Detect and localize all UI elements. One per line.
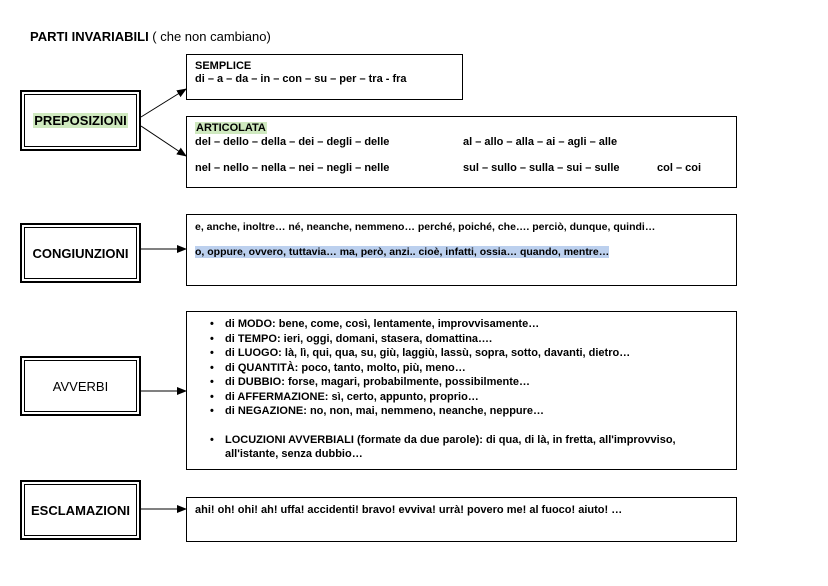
panel-avverbi xyxy=(186,311,737,470)
avverbi-item-modo: • di MODO: bene, come, così, lentamente, improvvisamente… xyxy=(187,317,736,332)
category-avverbi xyxy=(20,356,141,416)
arrow-preposizioni-semplice xyxy=(141,89,186,117)
panel-congiunzioni xyxy=(186,214,737,286)
congiunzioni-row1: e, anche, inoltre… né, neanche, nemmeno… perché, poiché, che…. perciò, dunque, quindi… xyxy=(195,221,656,233)
category-label: CONGIUNZIONI xyxy=(32,245,129,261)
avverbi-item-luogo: • di LUOGO: là, lì, qui, qua, su, giù, laggiù, lassù, sopra, sotto, davanti, dietro… xyxy=(187,346,736,361)
category-label: PREPOSIZIONI xyxy=(34,113,127,128)
congiunzioni-row2: o, oppure, ovvero, tuttavia… ma, però, anzi.. cioè, infatti, ossia… quando, mentre… xyxy=(195,246,610,258)
avverbi-item-affermazione: • di AFFERMAZIONE: sì, certo, appunto, proprio… xyxy=(187,390,736,405)
avverbi-list xyxy=(187,317,736,419)
semplice-list: di – a – da – in – con – su – per – tra - fra xyxy=(195,73,407,85)
articolata-heading: ARTICOLATA xyxy=(196,122,266,134)
title-bold: PARTI INVARIABILI xyxy=(30,29,149,44)
locuzioni-avverbiali: • LOCUZIONI AVVERBIALI (formate da due parole): di qua, di là, in fretta, all'improvviso, all'istante, senza dubbio… xyxy=(187,433,726,462)
panel-esclamazioni xyxy=(186,497,737,542)
articolata-row2-left: nel – nello – nella – nei – negli – nelle xyxy=(195,162,390,174)
panel-semplice xyxy=(186,54,463,100)
category-preposizioni xyxy=(20,90,141,151)
title-subtitle: ( che non cambiano) xyxy=(148,29,271,44)
panel-articolata xyxy=(186,116,737,188)
category-congiunzioni xyxy=(20,223,141,283)
esclamazioni-list: ahi! oh! ohi! ah! uffa! accidenti! bravo! evviva! urrà! povero me! al fuoco! aiuto! … xyxy=(195,504,623,516)
articolata-row1-right: al – allo – alla – ai – agli – alle xyxy=(463,136,618,148)
avverbi-item-dubbio: • di DUBBIO: forse, magari, probabilmente, possibilmente… xyxy=(187,375,736,390)
avverbi-item-quantita: • di QUANTITÀ: poco, tanto, molto, più, meno… xyxy=(187,361,736,376)
avverbi-item-tempo: • di TEMPO: ieri, oggi, domani, stasera, domattina…. xyxy=(187,332,736,347)
semplice-heading: SEMPLICE xyxy=(195,60,252,72)
arrow-preposizioni-articolata xyxy=(141,126,186,156)
avverbi-item-negazione: • di NEGAZIONE: no, non, mai, nemmeno, neanche, neppure… xyxy=(187,404,736,419)
category-esclamazioni xyxy=(20,480,141,540)
category-label: ESCLAMAZIONI xyxy=(31,502,130,518)
category-label: AVVERBI xyxy=(52,378,109,394)
articolata-row1-left: del – dello – della – dei – degli – delle xyxy=(195,136,390,148)
locuzioni-list xyxy=(187,433,736,462)
articolata-row2-mid: sul – sullo – sulla – sui – sulle xyxy=(463,162,620,174)
articolata-row2-right: col – coi xyxy=(657,162,702,174)
